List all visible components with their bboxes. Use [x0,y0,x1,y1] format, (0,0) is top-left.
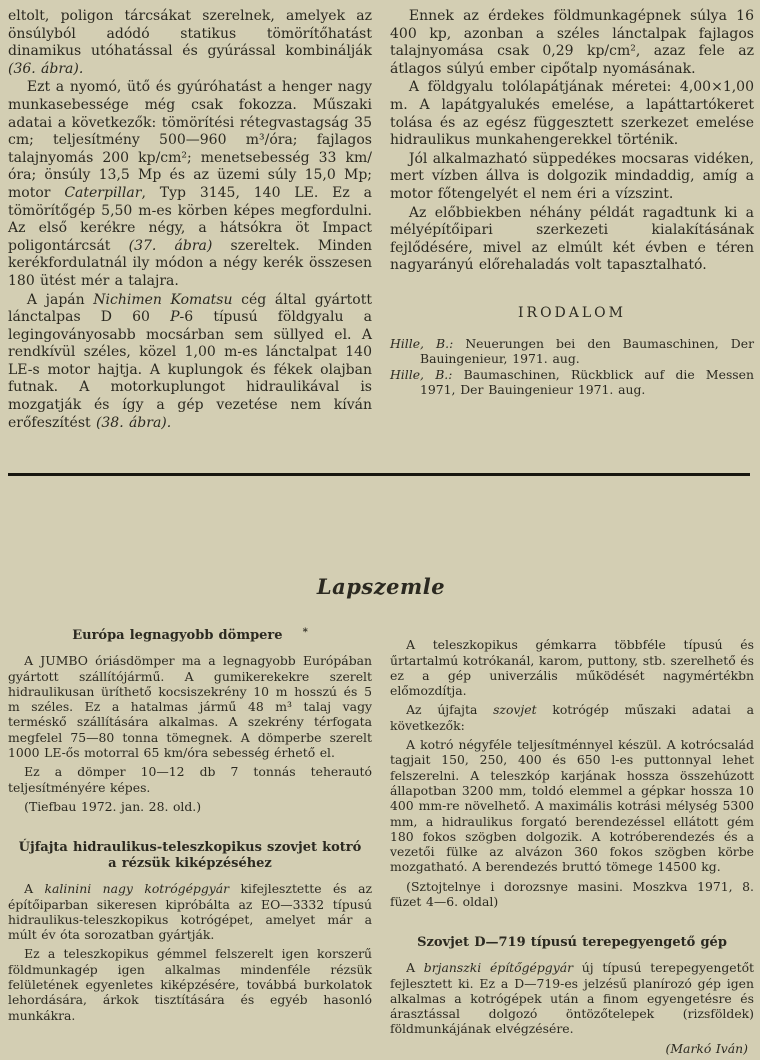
excavator-paragraph-3: A teleszkopikus gémkarra többféle típusú és űrtartalmú kotrókanál, karom, puttony, stb. szerelhető és ez a gép univerzális működését nagymértékbn előmozdítja. [390,637,754,699]
top-left-paragraph-2: Ezt a nyomó, ütő és gyúróhatást a henger nagy munkasebessége még csak fokozza. Műszaki adatai a következők: tömörítési rétegvastagság 35 cm; teljesítmény 500—960 m³/óra; fajlagos talajnyomás 200 kp/cm²; menetsebesség 33 km/óra; önsúly 13,5 Mp és az üzemi súly 15,0 Mp; motor Caterpillar, Typ 3145, 140 LE. Ez a tömörítőgép 5,50 m-es körben képes megfordulni. Az első kerékre négy, a hátsókra öt Impact poligontárcsát (37. ábra) szereltek. Minden kerékfordulatnál ily módon a négy kerék összesen 180 ütést mér a talajra. [8,79,372,289]
grader-paragraph-1: A brjanszki építőgépgyár új típusú terepegyengetőt fejlesztett ki. Ez a D—719-es jelzésű planírozó gép igen alkalmas a kotrógépek után a finom egyengetésre és árasztással dolgozó öntözőtelepek (rizsföldek) földmunkájának elvégzésére. [390,960,755,1037]
top-left-paragraph-3: A japán Nichimen Komatsu cég által gyártott lánctalpas D 60 P-6 típusú földgyalu a legingoványosabb mocsárban sem süllyed el. A rendkívül széles, közel 1,00 m-es lánctalpat 140 LE-s motor hajtja. A kuplungok és fékek olajban futnak. A motorkuplungot hidraulikával is mozgatják és így a gép vezetése nem kíván erőfeszítést (38. ábra). [8,291,372,431]
excavator-paragraph-4: Az újfajta szovjet kotrógép műszaki adatai a következők: [390,702,754,733]
bibliography-heading: IRODALOM [518,304,626,321]
footnote-asterisk-mark: * [302,627,308,639]
article-heading-d719-grader: Szovjet D—719 típusú terepegyengető gép [417,935,727,951]
top-left-paragraph-1: eltolt, poligon tárcsákat szerelnek, amelyek az önsúlyból adódó statikus tömörítőhatást dinamikus utóhatással és gyúrással kombinálják (36. ábra). [8,8,372,77]
top-right-paragraph-3: Jól alkalmazható süppedékes mocsaras vidéken, mert vízben állva is dolgozik mindaddig, amíg a motor főtengelyét el nem éri a vízszint. [390,150,754,202]
lapszemle-left-column [8,623,372,1060]
source-citation-tiefbau: (Tiefbau 1972. jan. 28. old.) [24,798,202,814]
dumper-paragraph-1: A JUMBO óriásdömper ma a legnagyobb Európában gyártott szállítójármű. A gumikerekekre szerelt hidraulikusan üríthető kocsiszekrény 10 m hosszú és 5 m széles. Ez a hatalmas jármű 48 m³ talaj vagy terméskő szállítására alkalmas. A szekrény térfogata megfelel 75—80 tonna tömegnek. A dömperbe szerelt 1000 LE-ős motorral 65 km/óra sebesség érhető el. [8,653,372,761]
article-heading-telescopic-excavator: Újfajta hidraulikus-teleszkopikus szovjet kotró a rézsük kiképzéséhez [18,840,362,872]
excavator-paragraph-1: A kalinini nagy kotrógépgyár kifejlesztette és az építőiparban sikeresen kipróbálta az EO—3332 típusú hidraulikus-teleszkopikus kotrógépet, amelyet már a múlt év óta sorozatban gyártják. [8,881,372,943]
top-article-section [8,8,754,433]
excavator-paragraph-5: A kotró négyféle teljesítménnyel készül. A kotrócsalád tagjait 150, 250, 400 és 650 l-es puttonnyal lehet felszerelni. A teleszkóp karjának hossza összehúzott állapotban 3200 mm, toldó elemmel a gépkar hossza 10 400 mm-re növelhető. A maximális kotrási mélység 5300 mm, a hidraulikus forgató berendezéssel ellátott gém 180 fokos szögben dolgozik. A kotróberendezés és a vezetői fülke az alvázon 360 fokos szögben körbe mozgatható. A berendezés bruttó tömege 14500 kg. [390,737,754,875]
bibliography-entry-2: Hille, B.: Baumaschinen, Rückblick auf die Messen 1971, Der Bauingenieur 1971. aug. [390,366,754,398]
article-heading-text: Európa legnagyobb dömpere [72,628,283,644]
top-right-paragraph-2: A földgyalu tolólapátjának méretei: 4,00×1,00 m. A lapátgyalukés emelése, a lapáttartókeret tolása és az egész függesztett szerkezet emelése hidraulikus munkahengerekkel történik. [390,79,754,149]
lapszemle-section-title: Lapszemle [316,574,446,600]
excavator-paragraph-2: Ez a teleszkopikus gémmel felszerelt igen korszerű földmunkagép igen alkalmas mindenféle rézsük felületének egyenletes kiképzésére, továbbá burkolatok lehordására, árkok tisztítására és egyéb hasonló munkákra. [8,946,372,1023]
author-byline: (Markó Iván) [665,1040,748,1056]
dumper-paragraph-2: Ez a dömper 10—12 db 7 tonnás teherautó teljesítményére képes. [8,764,372,795]
top-article-right-column [390,8,754,433]
section-divider-rule [8,473,750,476]
top-right-paragraph-4: Az előbbiekben néhány példát ragadtunk ki a mélyépítőipari szerkezeti kialakításának fejlődésére, mivel az elmúlt két évben e téren nagyarányú előrehaladás volt tapasztalható. [390,204,754,274]
lapszemle-right-column [390,623,754,1060]
top-right-paragraph-1: Ennek az érdekes földmunkagépnek súlya 16 400 kp, azonban a széles lánctalpak fajlagos talajnyomása csak 0,29 kp/cm², azaz fele az átlagos súlyú ember cipőtalp nyomásának. [390,8,754,77]
lapszemle-section [8,623,754,1060]
article-heading-biggest-dumper [16,625,364,644]
source-citation-moszkva: (Sztojtelnye i dorozsnye masini. Moszkva 1971, 8. füzet 4—6. oldal) [390,878,754,909]
bibliography-entry-1: Hille, B.: Neuerungen bei den Baumaschinen, Der Bauingenieur, 1971. aug. [390,335,754,366]
top-article-left-column [8,8,372,433]
